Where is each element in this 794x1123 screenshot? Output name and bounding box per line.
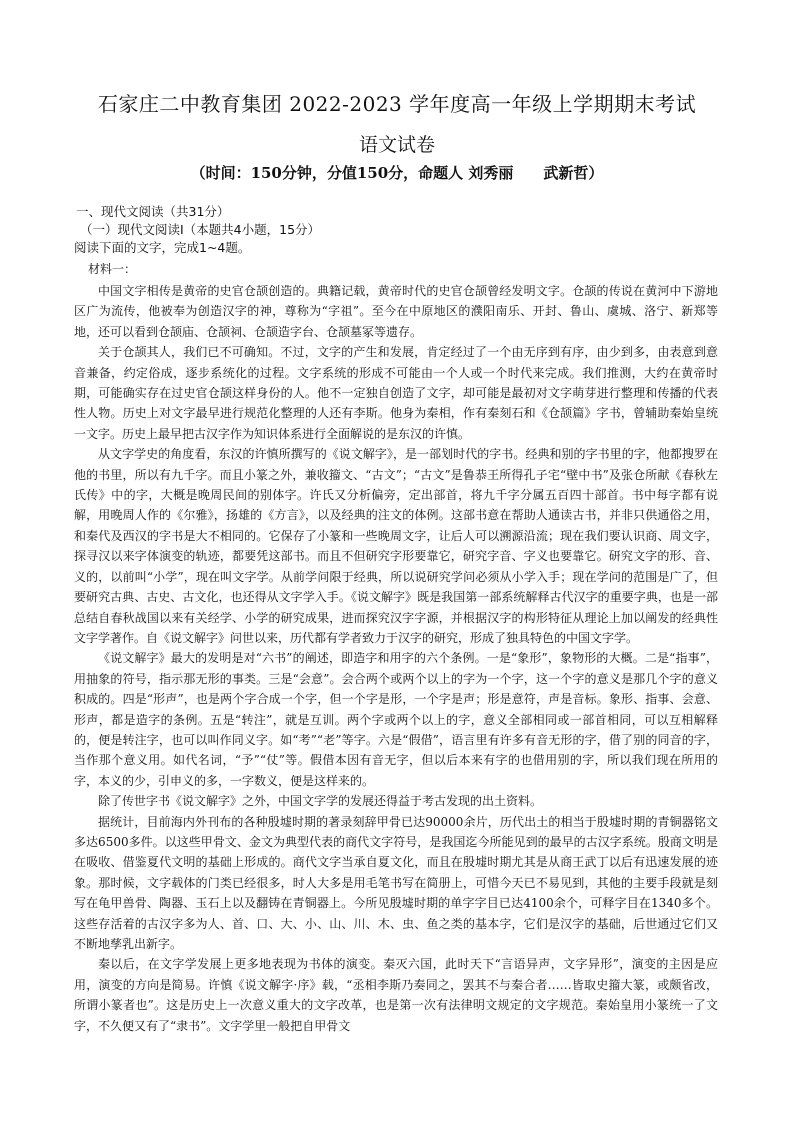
paragraph: 秦以后，在文字学发展上更多地表现为书体的演变。秦灭六国，此时天下“言语异声，文字异形”，演变的主因是应用，演变的方向是简易。许慎《说文解字·序》载，“丞相李斯乃奏同之，罢其不与秦合者……皆取史籀大篆，或颇省改，所谓小篆者也”。这是历史上一次意义重大的文字改革，也是第一次有法律明文规定的文字规范。秦始皇用小篆统一了文字，不久便又有了“隶书”。文字学里一般把自甲骨文	[74, 957, 718, 1033]
reading-passage	[74, 281, 718, 1036]
exam-title: 石家庄二中教育集团 2022-2023 学年度高一年级上学期期末考试	[97, 92, 697, 116]
paragraph: 《说文解字》最大的发明是对“六书”的阐述，即造字和用字的六个条例。一是“象形”，象物形的大概。二是“指事”，用抽象的符号，指示那无形的事类。三是“会意”。会合两个或两个以上的字为一个字，这一个字的意义是那几个字的意义积成的。四是“形声”，也是两个字合成一个字，但一个字是形，一个字是声；形是意符，声是音标。象形、指事、会意、形声，都是造字的条例。五是“转注”，就是互训。两个字或两个以上的字，意义全部相同或一部首相同，可以互相解释的，便是转注字，也可以叫作同义字。如“考”“老”等字。六是“假借”，语言里有许多有音无形的字，借了别的同音的字，当作那个意义用。如代名词，“予”“仗”等。假借本因有音无字，但以后本来有字的也借用别的字，所以我们现在所用的字，本义的少，引申义的多，一字数义，便是这样来的。	[74, 651, 718, 788]
paragraph: 从文字学史的角度看，东汉的许慎所撰写的《说文解字》，是一部划时代的字书。经典和别的字书里的字，他都搜罗在他的书里，所以有九千字。而且小篆之外，兼收籀文、“古文”；“古文”是鲁恭王所得孔子宅“壁中书”及张仓所献《春秋左氏传》中的字，大概是晚周民间的别体字。许氏又分析偏旁，定出部首，将九千字分属五百四十部首。书中每字都有说解，用晚周人作的《尔雅》，扬雄的《方言》，以及经典的注文的体例。这部书意在帮助人通读古书，并非只供通俗之用，和秦代及西汉的字书是大不相同的。它保存了小篆和一些晚周文字，让后人可以溯源沿流；现在我们要认识商、周文字，探寻汉以来字体演变的轨迹，都要凭这部书。而且不但研究字形要靠它，研究字音、字义也要靠它。研究文字的形、音、义的，以前叫“小学”，现在叫文字学。从前学问限于经典，所以说研究学问必须从小学入手；现在学问的范围是广了，但要研究古典、古史、古文化，也还得从文字学入手。《说文解字》既是我国第一部系统解释古代汉字的重要字典，也是一部总结自春秋战国以来有关经学、小学的研究成果，进而探究汉字字源，并根据汉字的构形特征从理论上加以阐发的经典性文字学著作。自《说文解字》问世以来，历代都有学者致力于汉字的研究，形成了独具特色的中国文字学。	[74, 447, 718, 645]
exam-info: （时间：150分钟，分值150分，命题人 刘秀丽 武新哲）	[190, 164, 604, 182]
instruction: 阅读下面的文字，完成1~4题。	[74, 240, 251, 255]
paragraph: 除了传世字书《说文解字》之外，中国文字学的发展还得益于考古发现的出土资料。	[98, 794, 543, 809]
paragraph: 中国文字相传是黄帝的史官仓颉创造的。典籍记载，黄帝时代的史官仓颉曾经发明文字。仓颉的传说在黄河中下游地区广为流传，他被奉为创造汉字的神，尊称为“字祖”。至今在中原地区的濮阳南乐、开封、鲁山、虞城、洛宁、新郑等地，还可以看到仓颉庙、仓颉祠、仓颉造字台、仓颉墓冢等遗存。	[74, 284, 718, 339]
sub-heading: （一）现代文阅读Ⅰ（本题共4小题，15分）	[80, 222, 321, 237]
subject-title: 语文试卷	[358, 134, 435, 156]
part-heading: 一、现代文阅读（共31分）	[76, 204, 230, 219]
paragraph: 关于仓颉其人，我们已不可确知。不过，文字的产生和发展，肯定经过了一个由无序到有序，由少到多，由表意到意音兼备，约定俗成，逐步系统化的过程。文字系统的形成不可能由一个人或一个时代来完成。我们推测，大约在黄帝时期，可能确实存在过史官仓颉这样身份的人。他不一定独自创造了文字，却可能是最初对文字萌芽进行整理和传播的代表性人物。历史上对文字最早进行规范化整理的人还有李斯。他身为秦相，作有秦刻石和《仓颉篇》字书，曾辅助秦始皇统一文字。历史上最早把古汉字作为知识体系进行全面解说的是东汉的许慎。	[74, 345, 718, 441]
material-label: 材料一：	[88, 262, 137, 276]
paragraph: 据统计，目前海内外刊布的各种殷墟时期的著录刻辞甲骨已达90000余片，历代出土的相当于殷墟时期的青铜器铭文多达6500多件。以这些甲骨文、金文为典型代表的商代文字符号，是我国迄今所能见到的最早的古汉字系统。殷商文明是在吸收、借鉴夏代文明的基础上形成的。商代文字当承自夏文化，而且在殷墟时期尤其是从商王武丁以后有迅速发展的迹象。那时候，文字载体的门类已经很多，时人大多是用毛笔书写在简册上，可惜今天已不易见到，其他的主要手段就是刻写在龟甲兽骨、陶器、玉石上以及翻铸在青铜器上。今所见殷墟时期的单字字目已达4100余个，可释字目在1340多个。这些存活着的古汉字多为人、首、口、大、小、山、川、木、虫、鱼之类的基本字，它们是汉字的基础，后世通过它们又不断地孳乳出新字。	[74, 814, 718, 951]
